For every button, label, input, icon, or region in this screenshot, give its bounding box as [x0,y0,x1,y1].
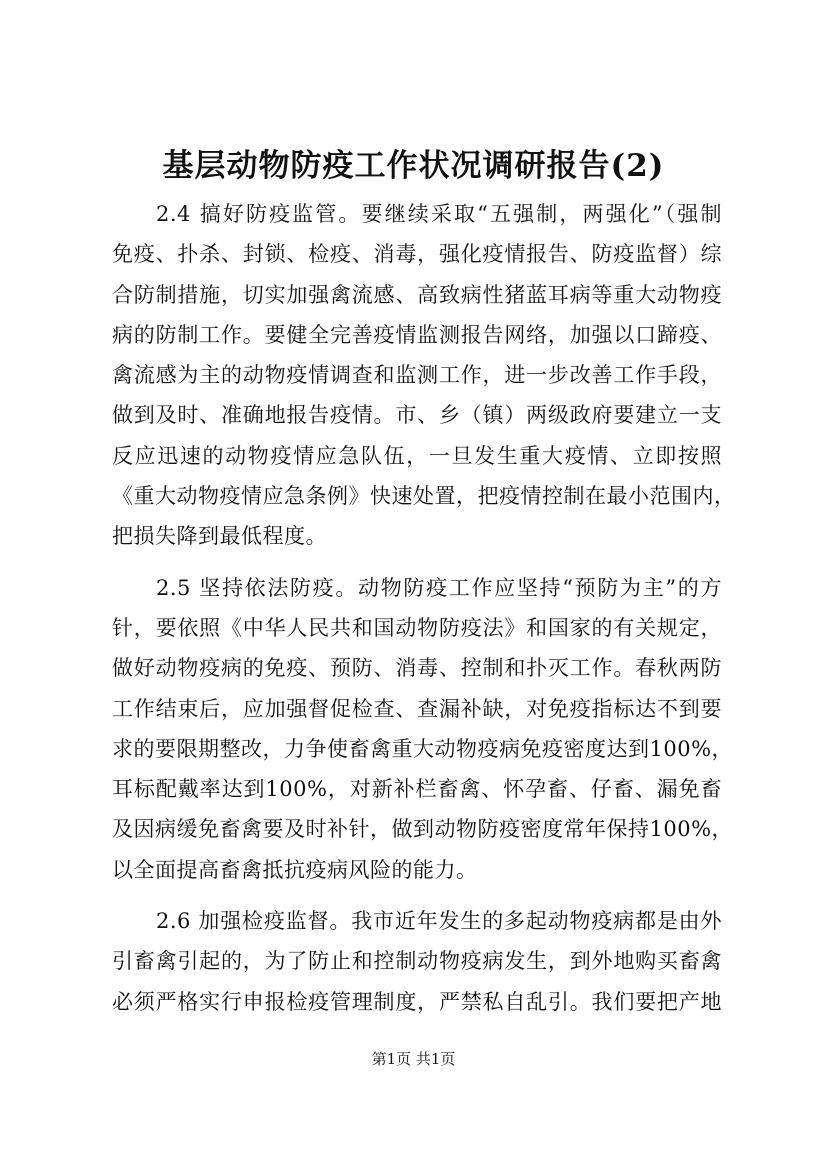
text-line: 免疫、扑杀、封锁、检疫、消毒，强化疫情报告、防疫监督）综 [112,242,722,267]
text-line: 耳标配戴率达到100%，对新补栏畜禽、怀孕畜、仔畜、漏免畜 [112,777,722,802]
paragraph-2-6 [112,901,722,1022]
text-line: 合防制措施，切实加强禽流感、高致病性猪蓝耳病等重大动物疫 [112,282,722,307]
text-line: 2.4 搞好防疫监管。要继续采取“五强制，两强化”（强制 [156,202,722,226]
text-line: 2.5 坚持依法防疫。动物防疫工作应坚持“预防为主”的方 [156,575,722,600]
document-body [112,194,736,1022]
paragraph-gap [112,557,722,568]
text-line: 引畜禽引起的，为了防止和控制动物疫病发生，到外地购买畜禽 [112,949,722,974]
text-line: 工作结束后，应加强督促检查、查漏补缺，对免疫指标达不到要 [112,696,722,721]
text-line: 禽流感为主的动物疫情调查和监测工作，进一步改善工作手段， [112,363,722,388]
text-line: 做好动物疫病的免疫、预防、消毒、控制和扑灭工作。春秋两防 [112,656,722,681]
paragraph-2-5 [112,568,734,890]
paragraph-gap [112,890,722,901]
text-line: 必须严格实行申报检疫管理制度，严禁私自乱引。我们要把产地 [112,989,722,1014]
text-line: 反应迅速的动物疫情应急队伍，一旦发生重大疫情、立即按照 [112,443,722,468]
text-line: 《重大动物疫情应急条例》快速处置，把疫情控制在最小范围内， [112,484,736,509]
text-line: 把损失降到最低程度。 [112,524,327,549]
paragraph-2-4 [112,194,736,557]
text-line: 及因病缓免畜禽要及时补针，做到动物防疫密度常年保持100%， [112,817,734,842]
text-line: 做到及时、准确地报告疫情。市、乡（镇）两级政府要建立一支 [112,403,722,428]
text-line: 针，要依照《中华人民共和国动物防疫法》和国家的有关规定， [112,615,722,640]
page-footer: 第1页 共1页 [371,1050,456,1068]
text-line: 求的要限期整改，力争使畜禽重大动物疫病免疫密度达到100%， [112,736,734,761]
text-line: 病的防制工作。要健全完善疫情监测报告网络，加强以口蹄疫、 [112,322,722,347]
text-line: 以全面提高畜禽抵抗疫病风险的能力。 [112,857,478,882]
document-title: 基层动物防疫工作状况调研报告(2) [162,148,665,184]
text-line: 2.6 加强检疫监督。我市近年发生的多起动物疫病都是由外 [156,909,722,934]
